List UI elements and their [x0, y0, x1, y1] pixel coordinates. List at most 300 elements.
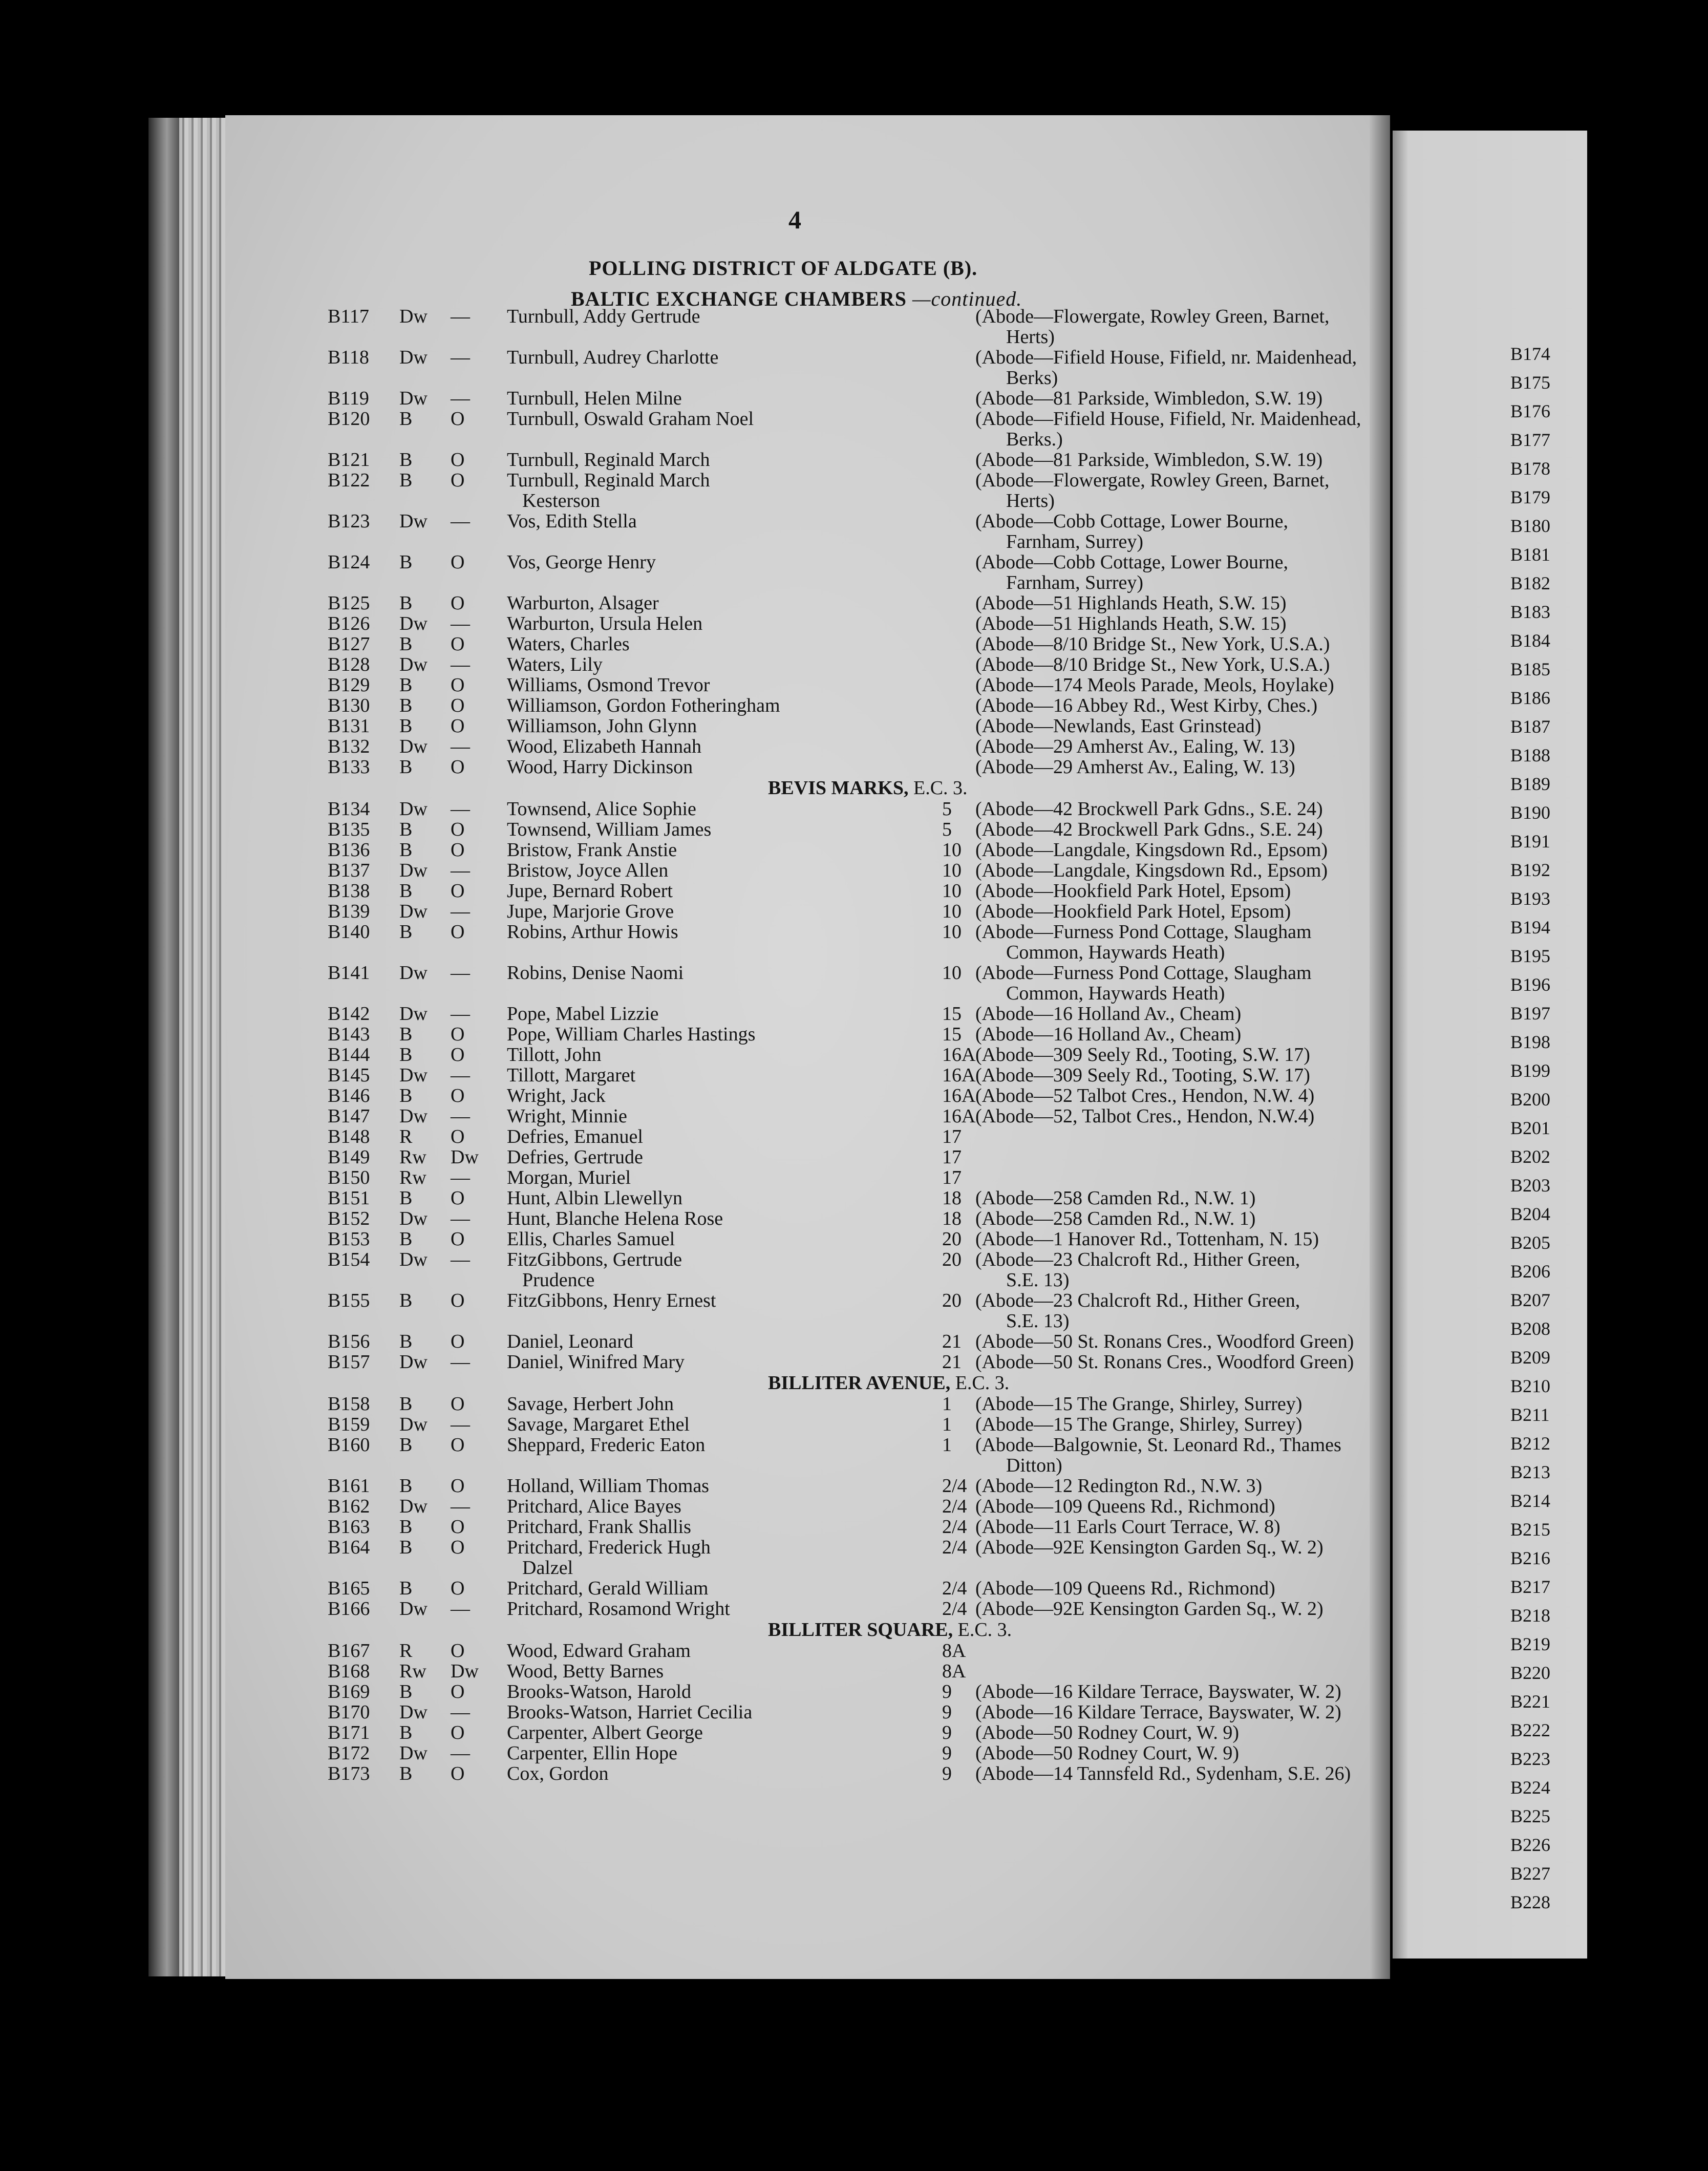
abode	[975, 388, 1477, 409]
elector-name-line: Hunt, Blanche Helena Rose	[507, 1208, 723, 1229]
street-number: 10	[942, 839, 962, 861]
abode-line: (Abode—309 Seely Rd., Tooting, S.W. 17)	[975, 1044, 1310, 1066]
abode	[975, 1496, 1477, 1517]
qualification-secondary: O	[451, 633, 465, 655]
elector-row	[328, 511, 1347, 552]
abode	[975, 511, 1477, 552]
qualification-secondary: —	[451, 1496, 470, 1517]
qualification: B	[399, 1475, 413, 1497]
elector-name	[507, 552, 824, 572]
elector-name-line: Turnbull, Reginald March	[507, 470, 710, 491]
elector-row	[328, 1743, 1347, 1763]
elector-name-line: Ellis, Charles Samuel	[507, 1228, 675, 1250]
elector-name	[507, 388, 824, 409]
elector-row	[328, 963, 1347, 1004]
elector-number: B127	[328, 633, 370, 655]
abode-line: S.E. 13)	[1006, 1269, 1070, 1291]
qualification-secondary: —	[451, 1003, 470, 1025]
elector-name-line: Wood, Betty Barnes	[507, 1661, 664, 1682]
elector-row	[328, 1024, 1347, 1045]
next-page-elector-number: B225	[1510, 1806, 1551, 1826]
elector-row	[328, 1065, 1347, 1086]
abode	[975, 1435, 1477, 1476]
abode-line: (Abode—Hookfield Park Hotel, Epsom)	[975, 901, 1291, 922]
street-number: 18	[942, 1187, 962, 1209]
next-page-elector-number: B203	[1510, 1175, 1551, 1196]
next-page-elector-number: B178	[1510, 458, 1551, 479]
elector-row	[328, 1496, 1347, 1517]
elector-name	[507, 1682, 824, 1702]
abode	[975, 716, 1477, 736]
abode-line: (Abode—52 Talbot Cres., Hendon, N.W. 4)	[975, 1085, 1315, 1106]
qualification: B	[399, 756, 413, 778]
street-number: 20	[942, 1228, 962, 1250]
abode	[975, 1004, 1477, 1024]
street-number: 2/4	[942, 1578, 967, 1599]
elector-name	[507, 1661, 824, 1682]
abode-line: (Abode—81 Parkside, Wimbledon, S.W. 19)	[975, 449, 1323, 471]
next-page-elector-number: B179	[1510, 487, 1551, 507]
elector-name-line: Vos, George Henry	[507, 551, 656, 573]
abode-line: (Abode—15 The Grange, Shirley, Surrey)	[975, 1414, 1303, 1435]
section-heading-name: BEVIS MARKS,	[768, 777, 909, 799]
street-number: 10	[942, 860, 962, 881]
qualification-secondary: O	[451, 1640, 465, 1662]
abode-line: (Abode—Fifield House, Fifield, Nr. Maidenhead,	[975, 408, 1361, 430]
next-page-elector-number: B187	[1510, 716, 1551, 737]
qualification-secondary: O	[451, 1681, 465, 1702]
elector-row	[328, 1682, 1347, 1702]
abode-line: (Abode—Newlands, East Grinstead)	[975, 715, 1262, 737]
qualification-secondary: —	[451, 347, 470, 368]
abode-line: (Abode—Cobb Cottage, Lower Bourne,	[975, 510, 1289, 532]
abode-line: (Abode—42 Brockwell Park Gdns., S.E. 24)	[975, 819, 1323, 840]
qualification-secondary: —	[451, 1351, 470, 1373]
qualification: Dw	[399, 347, 428, 368]
elector-list	[328, 306, 1361, 1784]
elector-name-line: Wright, Minnie	[507, 1105, 627, 1127]
next-page-elector-number: B209	[1510, 1347, 1551, 1368]
next-page-elector-number: B174	[1510, 344, 1551, 364]
elector-number: B119	[328, 388, 369, 409]
elector-number: B139	[328, 901, 370, 922]
elector-number: B170	[328, 1701, 370, 1723]
qualification-secondary: O	[451, 1187, 465, 1209]
elector-row	[328, 593, 1347, 613]
elector-name	[507, 654, 824, 675]
elector-name-line: Williams, Osmond Trevor	[507, 674, 710, 696]
qualification: Dw	[399, 1414, 428, 1435]
abode-line: (Abode—16 Kildare Terrace, Bayswater, W. 2)	[975, 1701, 1341, 1723]
next-page-elector-number: B192	[1510, 860, 1551, 880]
abode	[975, 922, 1477, 963]
abode	[975, 1599, 1477, 1619]
elector-name	[507, 306, 824, 327]
abode	[975, 757, 1477, 777]
elector-number: B157	[328, 1351, 370, 1373]
abode	[975, 1763, 1477, 1784]
elector-name-line: Bristow, Joyce Allen	[507, 860, 669, 881]
next-page-elector-number: B176	[1510, 401, 1551, 421]
elector-name-line: Pritchard, Gerald William	[507, 1578, 709, 1599]
elector-number: B172	[328, 1742, 370, 1764]
qualification-secondary: —	[451, 798, 470, 820]
next-page-elector-number: B214	[1510, 1491, 1551, 1511]
elector-row	[328, 470, 1347, 511]
next-page-elector-number: B200	[1510, 1089, 1551, 1110]
elector-number: B130	[328, 695, 370, 716]
qualification: Dw	[399, 962, 428, 984]
qualification: Dw	[399, 1249, 428, 1270]
qualification-secondary: O	[451, 1228, 465, 1250]
street-number: 2/4	[942, 1475, 967, 1497]
section-heading	[328, 1619, 1347, 1641]
qualification: Dw	[399, 1351, 428, 1373]
qualification-secondary: —	[451, 901, 470, 922]
elector-row	[328, 1004, 1347, 1024]
elector-name-line: Sheppard, Frederic Eaton	[507, 1434, 706, 1456]
elector-name	[507, 1476, 824, 1496]
abode-line: (Abode—23 Chalcroft Rd., Hither Green,	[975, 1249, 1300, 1270]
elector-row	[328, 1394, 1347, 1414]
street-number: 17	[942, 1167, 962, 1188]
elector-row	[328, 736, 1347, 757]
street-number: 5	[942, 798, 952, 820]
qualification: R	[399, 1126, 413, 1147]
qualification-secondary: O	[451, 1393, 465, 1415]
elector-number: B124	[328, 551, 370, 573]
next-page-elector-number: B183	[1510, 602, 1551, 622]
street-number: 2/4	[942, 1516, 967, 1538]
street-number: 15	[942, 1024, 962, 1045]
abode-line: Herts)	[1006, 490, 1055, 512]
abode-line: (Abode—109 Queens Rd., Richmond)	[975, 1496, 1275, 1517]
elector-name-line: Carpenter, Albert George	[507, 1722, 703, 1743]
abode	[975, 840, 1477, 860]
next-page-elector-number: B190	[1510, 802, 1551, 823]
street-number: 2/4	[942, 1496, 967, 1517]
elector-name	[507, 1045, 824, 1065]
abode-line: (Abode—29 Amherst Av., Ealing, W. 13)	[975, 756, 1295, 778]
elector-name	[507, 799, 824, 819]
elector-number: B120	[328, 408, 370, 430]
abode-line: (Abode—258 Camden Rd., N.W. 1)	[975, 1187, 1256, 1209]
abode	[975, 306, 1477, 347]
qualification-secondary: O	[451, 674, 465, 696]
next-page-elector-number: B218	[1510, 1605, 1551, 1626]
next-page-elector-number: B194	[1510, 917, 1551, 938]
elector-row	[328, 1229, 1347, 1249]
abode-line: (Abode—Flowergate, Rowley Green, Barnet,	[975, 306, 1330, 327]
page-stack-edge	[179, 118, 225, 1976]
elector-name-line: Warburton, Alsager	[507, 592, 659, 614]
elector-row	[328, 1249, 1347, 1290]
elector-row	[328, 1126, 1347, 1147]
qualification-secondary: O	[451, 1126, 465, 1147]
elector-name	[507, 1106, 824, 1126]
qualification-secondary: —	[451, 388, 470, 409]
qualification: B	[399, 551, 413, 573]
elector-name	[507, 1024, 824, 1045]
qualification-secondary: —	[451, 1208, 470, 1229]
next-page-elector-number: B208	[1510, 1318, 1551, 1339]
next-page-elector-number: B217	[1510, 1577, 1551, 1597]
qualification: B	[399, 880, 413, 902]
elector-row	[328, 1517, 1347, 1537]
elector-number: B154	[328, 1249, 370, 1270]
elector-number: B132	[328, 736, 370, 757]
qualification-secondary: —	[451, 1105, 470, 1127]
next-page-elector-number: B175	[1510, 372, 1551, 393]
abode-line: Farnham, Surrey)	[1006, 531, 1144, 552]
elector-row	[328, 1763, 1351, 1784]
next-page-elector-number: B181	[1510, 544, 1551, 565]
next-page-elector-number: B219	[1510, 1634, 1551, 1654]
qualification: Rw	[399, 1167, 426, 1188]
qualification: Dw	[399, 1003, 428, 1025]
elector-row	[328, 799, 1347, 819]
qualification: Dw	[399, 388, 428, 409]
street-heading-suffix: —continued.	[912, 287, 1022, 310]
elector-name	[507, 1229, 824, 1249]
elector-name-line: Williamson, Gordon Fotheringham	[507, 695, 780, 716]
qualification-secondary: O	[451, 551, 465, 573]
elector-number: B158	[328, 1393, 370, 1415]
elector-row	[328, 1086, 1347, 1106]
abode-line: S.E. 13)	[1006, 1310, 1070, 1332]
abode	[975, 860, 1477, 881]
qualification-secondary: —	[451, 1701, 470, 1723]
elector-name	[507, 470, 824, 511]
abode-line: (Abode—Furness Pond Cottage, Slaugham	[975, 921, 1312, 943]
elector-row	[328, 881, 1347, 901]
next-page-elector-number: B189	[1510, 774, 1551, 794]
qualification: B	[399, 1681, 413, 1702]
elector-name	[507, 634, 824, 654]
elector-number: B125	[328, 592, 370, 614]
elector-name	[507, 1188, 824, 1208]
street-number: 8A	[942, 1640, 966, 1662]
next-page-elector-number: B224	[1510, 1777, 1551, 1798]
next-page-elector-number: B210	[1510, 1376, 1551, 1396]
qualification: Dw	[399, 510, 428, 532]
elector-name	[507, 716, 824, 736]
elector-row	[328, 695, 1347, 716]
elector-name	[507, 1352, 824, 1372]
street-number: 10	[942, 880, 962, 902]
qualification: B	[399, 470, 413, 491]
elector-name-line: Savage, Margaret Ethel	[507, 1414, 690, 1435]
elector-name	[507, 901, 824, 922]
elector-name-line: Holland, William Thomas	[507, 1475, 709, 1497]
street-number: 10	[942, 901, 962, 922]
elector-name	[507, 963, 824, 983]
next-page-elector-number: B188	[1510, 745, 1551, 765]
elector-number: B171	[328, 1722, 370, 1743]
elector-name	[507, 1537, 824, 1578]
next-page-elector-number: B211	[1510, 1404, 1550, 1425]
next-page-elector-number: B221	[1510, 1691, 1551, 1712]
elector-name-line: Carpenter, Ellin Hope	[507, 1742, 677, 1764]
next-page-elector-number: B185	[1510, 659, 1551, 679]
elector-number: B153	[328, 1228, 370, 1250]
section-heading-postcode: E.C. 3.	[957, 1619, 1012, 1641]
elector-number: B145	[328, 1065, 370, 1086]
qualification: Dw	[399, 1701, 428, 1723]
qualification: B	[399, 449, 413, 471]
abode-line: (Abode—16 Kildare Terrace, Bayswater, W. 2)	[975, 1681, 1341, 1702]
qualification-secondary: Dw	[451, 1661, 479, 1682]
abode-line: Herts)	[1006, 326, 1055, 348]
abode	[975, 881, 1477, 901]
elector-name	[507, 922, 824, 942]
elector-name	[507, 1394, 824, 1414]
elector-name-line: Townsend, Alice Sophie	[507, 798, 696, 820]
elector-name	[507, 347, 824, 368]
qualification: B	[399, 1393, 413, 1415]
abode	[975, 1578, 1477, 1599]
elector-number: B118	[328, 347, 369, 368]
elector-name	[507, 1208, 824, 1229]
elector-name-line: Townsend, William James	[507, 819, 712, 840]
elector-number: B151	[328, 1187, 370, 1209]
qualification: B	[399, 408, 413, 430]
street-number: 9	[942, 1742, 952, 1764]
next-page-elector-number: B228	[1510, 1892, 1551, 1912]
abode	[975, 901, 1477, 922]
elector-name	[507, 1435, 824, 1455]
elector-name-line: Turnbull, Addy Gertrude	[507, 306, 700, 327]
street-number: 2/4	[942, 1598, 967, 1620]
qualification: Dw	[399, 1105, 428, 1127]
elector-row	[328, 1045, 1347, 1065]
district-title: POLLING DISTRICT OF ALDGATE (B).	[589, 257, 978, 280]
abode-line: Ditton)	[1006, 1455, 1062, 1476]
next-page-elector-number: B196	[1510, 974, 1551, 995]
elector-number: B150	[328, 1167, 370, 1188]
abode-line: (Abode—309 Seely Rd., Tooting, S.W. 17)	[975, 1065, 1310, 1086]
elector-name	[507, 881, 824, 901]
abode	[975, 1086, 1477, 1106]
abode	[975, 634, 1477, 654]
qualification: Dw	[399, 736, 428, 757]
elector-number: B142	[328, 1003, 370, 1025]
street-number: 8A	[942, 1661, 966, 1682]
qualification-secondary: —	[451, 1249, 470, 1270]
abode-line: (Abode—8/10 Bridge St., New York, U.S.A.)	[975, 633, 1330, 655]
abode-line: (Abode—174 Meols Parade, Meols, Hoylake)	[975, 674, 1334, 696]
abode-line: (Abode—Langdale, Kingsdown Rd., Epsom)	[975, 839, 1328, 861]
qualification: Dw	[399, 798, 428, 820]
elector-name	[507, 1743, 824, 1763]
elector-name	[507, 1578, 824, 1599]
abode-line: (Abode—81 Parkside, Wimbledon, S.W. 19)	[975, 388, 1323, 409]
abode-line: (Abode—1 Hanover Rd., Tottenham, N. 15)	[975, 1228, 1319, 1250]
abode-line: (Abode—Cobb Cottage, Lower Bourne,	[975, 551, 1289, 573]
abode-line: (Abode—50 St. Ronans Cres., Woodford Green)	[975, 1331, 1354, 1352]
qualification: B	[399, 1187, 413, 1209]
next-page-elector-number: B206	[1510, 1261, 1551, 1282]
street-number: 1	[942, 1414, 952, 1435]
qualification: Dw	[399, 613, 428, 634]
next-page-elector-number: B223	[1510, 1749, 1551, 1769]
abode-line: (Abode—Balgownie, St. Leonard Rd., Thames	[975, 1434, 1341, 1456]
qualification: B	[399, 1578, 413, 1599]
section-heading	[328, 777, 1347, 799]
abode	[975, 736, 1477, 757]
street-number: 5	[942, 819, 952, 840]
abode	[975, 1414, 1477, 1435]
elector-number: B160	[328, 1434, 370, 1456]
elector-row	[328, 408, 1361, 450]
abode-line: (Abode—50 Rodney Court, W. 9)	[975, 1722, 1240, 1743]
book-spine	[148, 118, 179, 1976]
elector-name	[507, 1167, 824, 1188]
elector-number: B137	[328, 860, 370, 881]
elector-number: B122	[328, 470, 370, 491]
abode	[975, 1290, 1477, 1331]
qualification-secondary: —	[451, 510, 470, 532]
elector-name-line: Turnbull, Helen Milne	[507, 388, 682, 409]
qualification: B	[399, 1763, 413, 1784]
street-number: 16A	[942, 1044, 976, 1066]
qualification-secondary: O	[451, 408, 465, 430]
abode	[975, 1702, 1477, 1722]
abode	[975, 450, 1477, 470]
abode-line: Common, Haywards Heath)	[1006, 983, 1225, 1004]
qualification-secondary: Dw	[451, 1146, 479, 1168]
elector-name-line: Jupe, Marjorie Grove	[507, 901, 674, 922]
section-heading-name: BILLITER AVENUE,	[768, 1372, 951, 1394]
section-heading-name: BILLITER SQUARE,	[768, 1619, 953, 1641]
abode	[975, 1394, 1477, 1414]
abode-line: (Abode—Hookfield Park Hotel, Epsom)	[975, 880, 1291, 902]
abode	[975, 470, 1477, 511]
elector-number: B126	[328, 613, 370, 634]
elector-name-line: Jupe, Bernard Robert	[507, 880, 673, 902]
elector-row	[328, 1722, 1347, 1743]
elector-name-line: Waters, Charles	[507, 633, 630, 655]
elector-number: B147	[328, 1105, 370, 1127]
qualification: Rw	[399, 1661, 426, 1682]
qualification: R	[399, 1640, 413, 1662]
abode	[975, 552, 1477, 593]
elector-row	[328, 1537, 1347, 1578]
elector-row	[328, 450, 1347, 470]
abode	[975, 1229, 1477, 1249]
elector-name	[507, 450, 824, 470]
elector-row	[328, 819, 1347, 840]
abode-line: (Abode—Langdale, Kingsdown Rd., Epsom)	[975, 860, 1328, 881]
elector-name-line: Williamson, John Glynn	[507, 715, 697, 737]
street-number: 16A	[942, 1105, 976, 1127]
street-number: 20	[942, 1290, 962, 1311]
qualification-secondary: O	[451, 1475, 465, 1497]
street-number: 1	[942, 1393, 952, 1415]
qualification-secondary: O	[451, 1331, 465, 1352]
elector-number: B138	[328, 880, 370, 902]
qualification-secondary: —	[451, 962, 470, 984]
elector-row	[328, 757, 1347, 777]
abode	[975, 1476, 1477, 1496]
qualification-secondary: —	[451, 306, 470, 327]
elector-name-line: Turnbull, Oswald Graham Noel	[507, 408, 754, 430]
elector-name-continuation: Kesterson	[522, 490, 600, 512]
abode	[975, 695, 1477, 716]
abode	[975, 1517, 1477, 1537]
qualification: Dw	[399, 306, 428, 327]
next-page-elector-number: B204	[1510, 1204, 1551, 1224]
